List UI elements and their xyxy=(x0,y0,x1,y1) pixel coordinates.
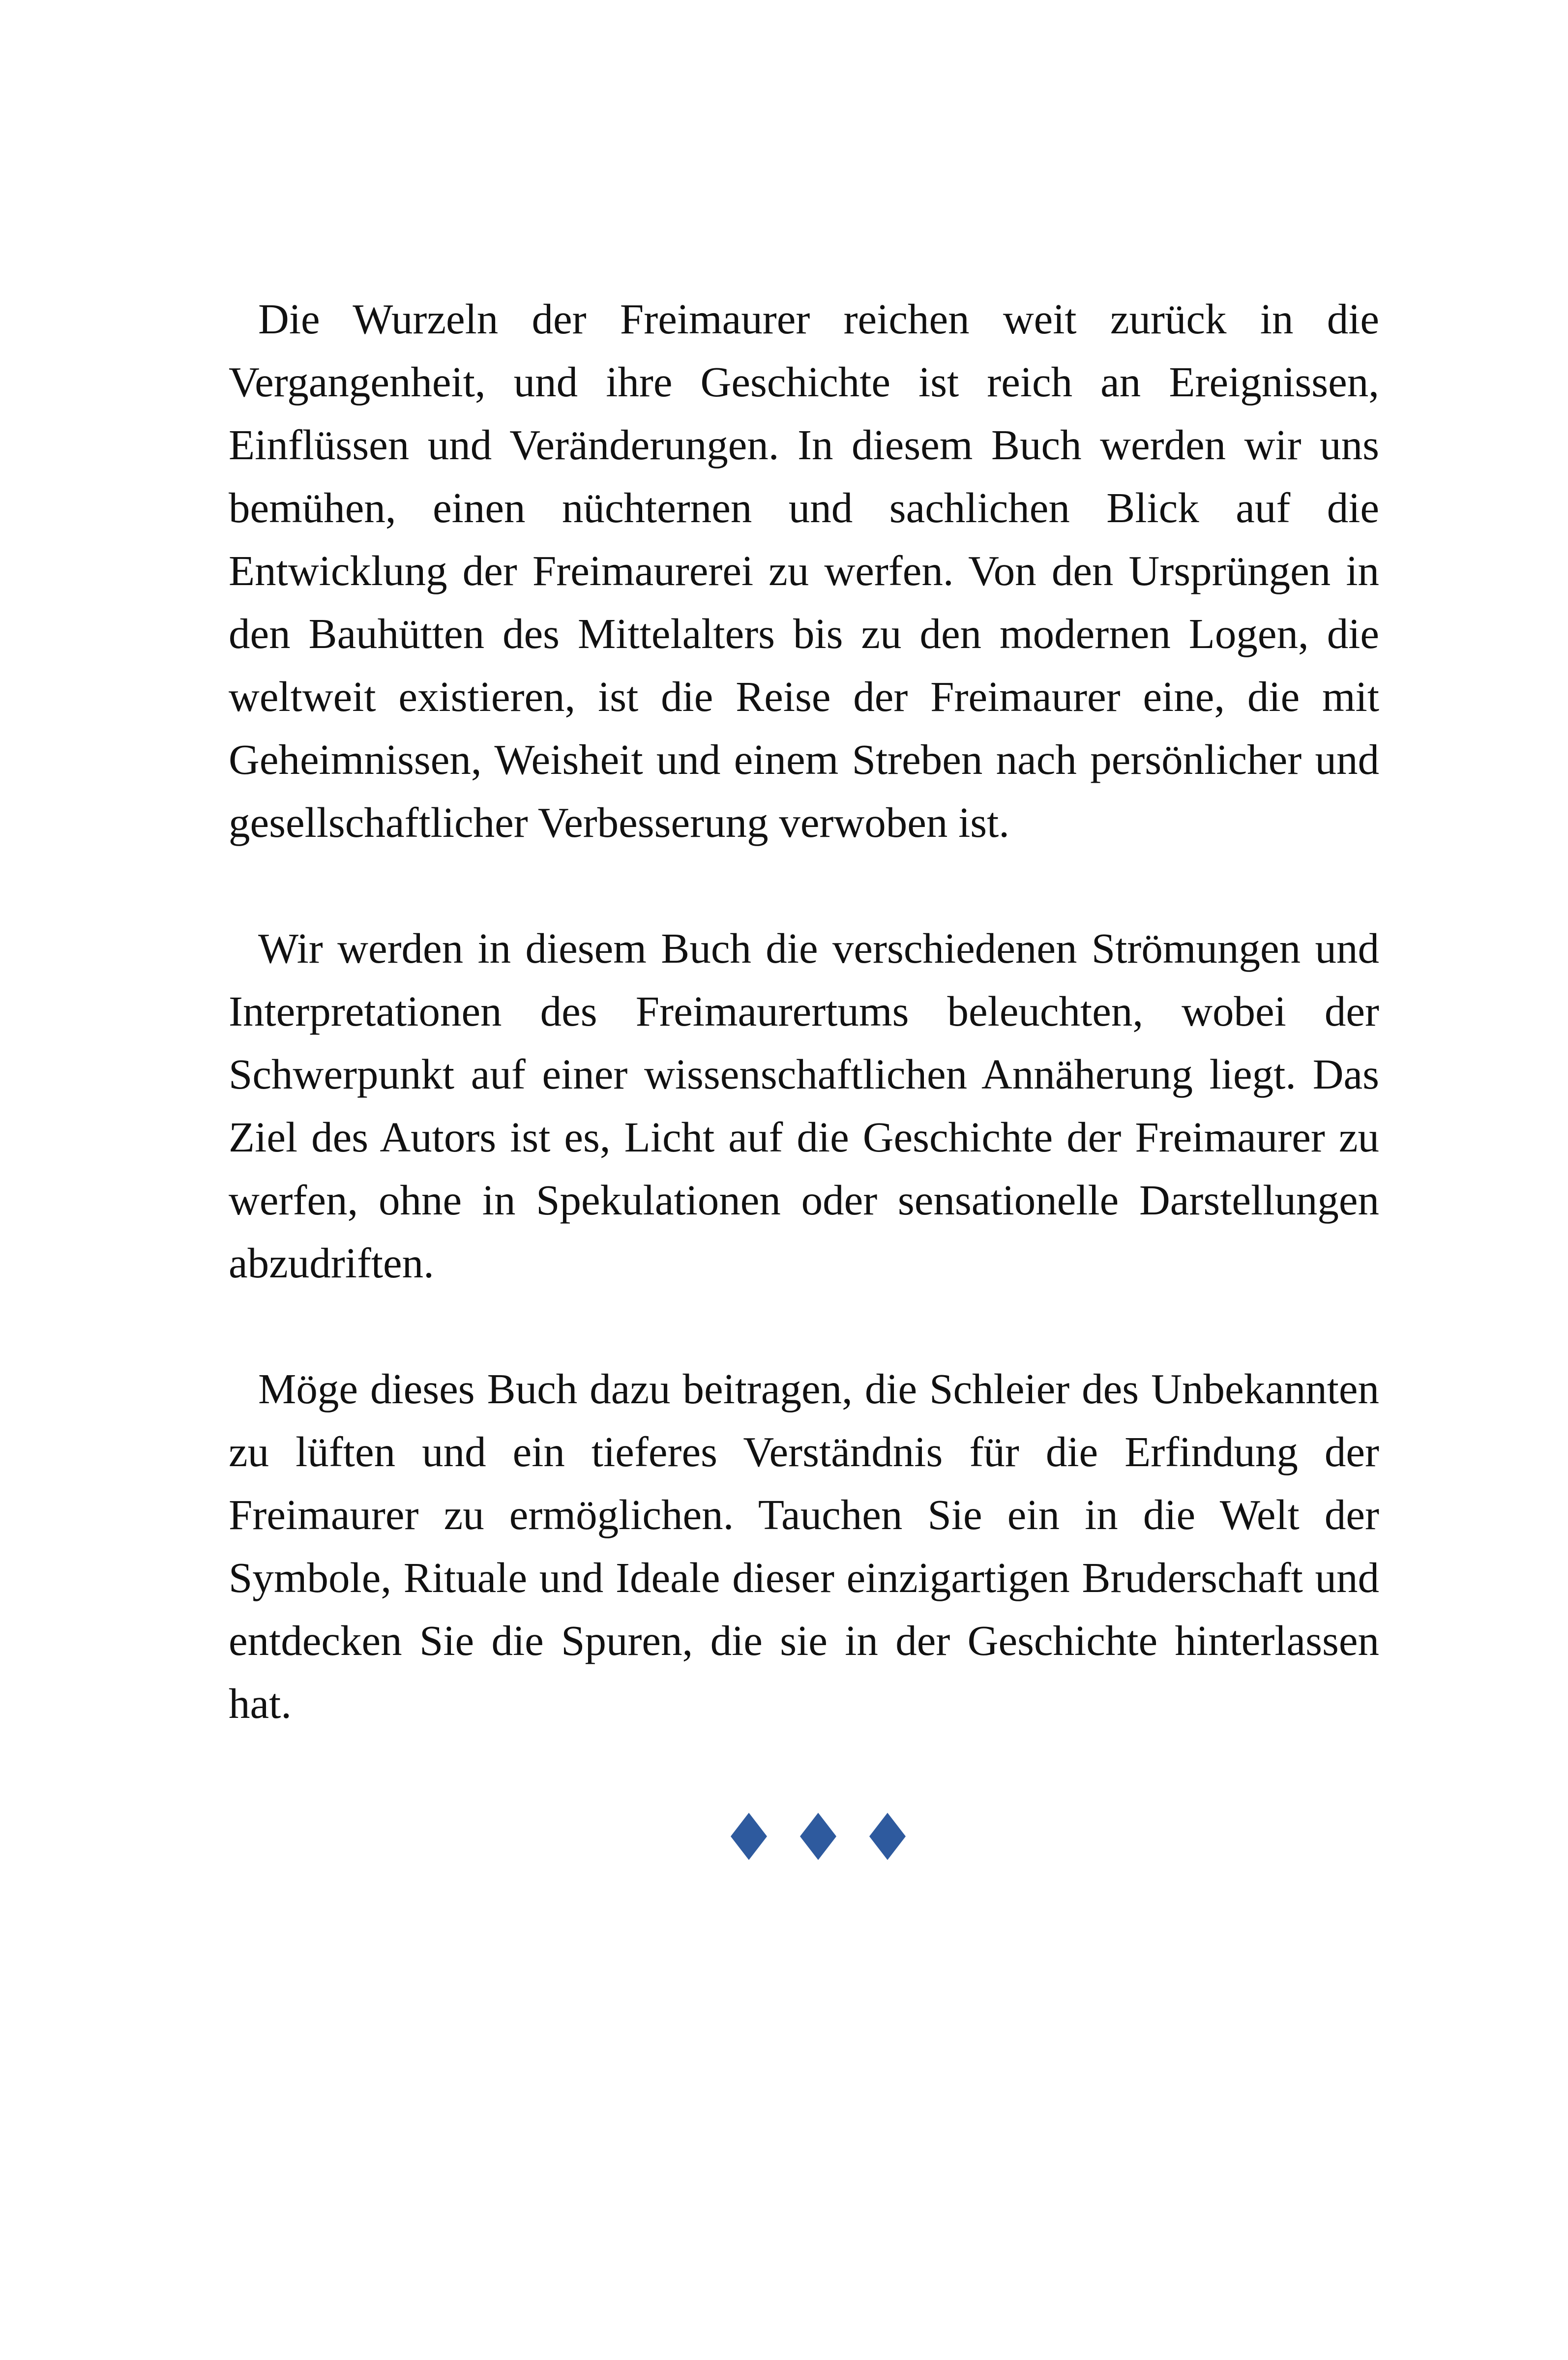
diamond-icon xyxy=(868,1812,907,1861)
diamond-icon xyxy=(730,1812,768,1861)
body-text xyxy=(229,288,1379,1798)
paragraph-2: Wir werden in diesem Buch die verschiedenen Strömungen und Interpretationen des Freimaurertums beleuchten, wobei der Schwerpunkt auf einer wissenschaftlichen Annäherung liegt. Das Ziel des Autors ist es, Licht auf die Geschichte der Freimaurer zu werfen, ohne in Spekulationen oder sensationelle Darstellungen abzudriften. xyxy=(229,924,1379,1287)
section-divider-ornament xyxy=(730,1809,907,1863)
paragraph-3: Möge dieses Buch dazu beitragen, die Schleier des Unbekannten zu lüften und ein tieferes Verständnis für die Erfindung der Freimaurer zu ermöglichen. Tauchen Sie ein in die Welt der Symbole, Rituale und Ideale dieser einzigartigen Bruderschaft und entdecken Sie die Spuren, die sie in der Geschichte hinterlassen hat. xyxy=(229,1365,1379,1727)
diamond-icon xyxy=(799,1812,837,1861)
paragraph-1: Die Wurzeln der Freimaurer reichen weit zurück in die Vergangenheit, und ihre Geschichte ist reich an Ereignissen, Einflüssen und Veränderungen. In diesem Buch werden wir uns bemühen, einen nüchternen und sachlichen Blick auf die Entwicklung der Freimaurerei zu werfen. Von den Ursprüngen in den Bauhütten des Mittelalters bis zu den modernen Logen, die weltweit existieren, ist die Reise der Freimaurer eine, die mit Geheimnissen, Weisheit und einem Streben nach persönlicher und gesellschaftlicher Verbesserung verwoben ist. xyxy=(229,295,1379,846)
